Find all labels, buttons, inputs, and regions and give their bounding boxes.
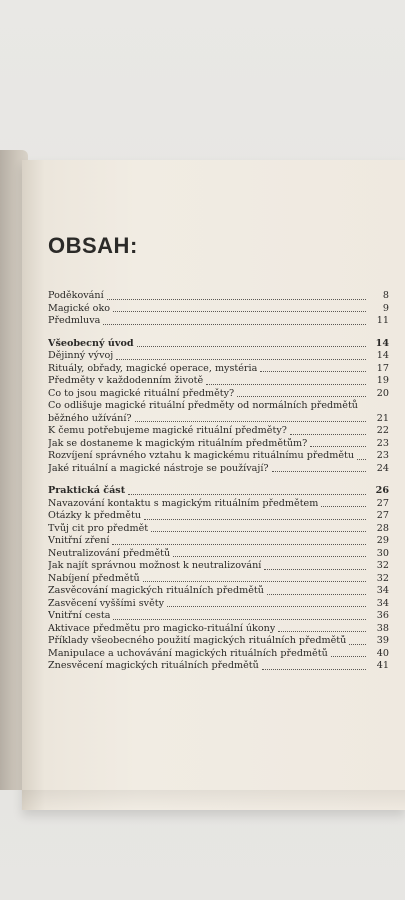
toc-entry (48, 463, 389, 476)
toc-entry (48, 560, 389, 573)
dot-leader (143, 581, 366, 582)
toc-entry (48, 350, 389, 363)
toc-entry-title: Rituály, obřady, magické operace, mystéria (48, 362, 258, 374)
dot-leader (173, 556, 366, 557)
toc-section (48, 290, 389, 328)
toc-page-number: 27 (376, 497, 389, 509)
toc-entry (48, 585, 389, 598)
toc-entry (48, 535, 389, 548)
toc-entry-title: Dějinný vývoj (48, 350, 114, 361)
toc-section-heading (48, 338, 389, 351)
dot-leader (278, 631, 366, 632)
toc-section (48, 338, 389, 476)
toc-entry (48, 425, 389, 438)
toc-entry (48, 498, 389, 511)
toc-entry (48, 450, 389, 463)
toc-entry-title: Předměty v každodenním životě (48, 375, 204, 386)
toc-entry (48, 573, 389, 586)
toc-entry (48, 363, 389, 376)
dot-leader (237, 396, 366, 397)
toc-entry-title: Jak najít správnou možnost k neutralizování (48, 560, 262, 571)
toc-page-number: 40 (376, 647, 389, 659)
toc-entry (48, 610, 389, 623)
toc-entry-title: Neutralizování předmětů (48, 547, 171, 559)
toc-entry-title: Zasvěcování magických rituálních předmětů (48, 585, 264, 596)
toc-entry-title: Manipulace a uchovávání magických rituálních předmětů (48, 647, 328, 659)
dot-leader (116, 359, 366, 360)
toc-entry-title: Všeobecný úvod (48, 337, 134, 349)
dot-leader (113, 619, 366, 620)
toc-entry-title: Rozvíjení správného vztahu k magickému rituálnímu předmětu (48, 450, 355, 461)
toc-entry (48, 375, 389, 388)
toc-page-number: 11 (376, 315, 389, 326)
toc-entry-title: Vnitřní cesta (48, 610, 111, 621)
toc-entry-continuation (48, 413, 389, 426)
toc-page-number: 19 (376, 375, 389, 386)
dot-leader (137, 346, 366, 347)
toc-page-number: 14 (375, 337, 389, 349)
dot-leader (331, 656, 366, 657)
toc-entry (48, 510, 389, 523)
dot-leader (321, 506, 366, 507)
toc-page-number: 27 (376, 510, 389, 521)
dot-leader (151, 531, 366, 532)
toc-page-number: 29 (376, 535, 389, 546)
toc-section-heading (48, 485, 389, 498)
toc-entry (48, 660, 389, 673)
page-title: OBSAH: (48, 233, 138, 258)
page-edge-shadow (22, 790, 405, 810)
dot-leader (107, 299, 366, 300)
toc-entry-title: Tvůj cit pro předmět (48, 522, 149, 534)
toc-page-number: 22 (376, 425, 389, 436)
toc-page-number: 23 (376, 450, 389, 461)
dot-leader (113, 311, 366, 312)
toc-page-number: 14 (376, 350, 389, 361)
dot-leader (290, 434, 366, 435)
toc-entry (48, 400, 389, 425)
toc-entry-title: Co odlišuje magické rituální předměty od normálních předmětů (48, 400, 358, 411)
dot-leader (167, 606, 366, 607)
toc-page-number: 24 (376, 462, 389, 474)
toc-page-number: 26 (375, 485, 389, 496)
dot-leader (349, 644, 366, 645)
toc-entry-title: Praktická část (48, 485, 126, 496)
toc-entry (48, 438, 389, 451)
dot-leader (103, 324, 366, 325)
dot-leader (264, 569, 366, 570)
toc-entry (48, 290, 389, 303)
toc-entry-title: Znesvěcení magických rituálních předmětů (48, 660, 259, 671)
toc-entry (48, 648, 389, 661)
toc-page-number: 20 (376, 387, 389, 399)
toc-entry (48, 523, 389, 536)
toc-page-number: 23 (376, 437, 389, 449)
dot-leader (357, 459, 366, 460)
toc-page-number: 17 (376, 362, 389, 374)
toc-page-number: 21 (376, 412, 389, 424)
toc-section (48, 485, 389, 673)
toc-page-number: 34 (376, 585, 389, 596)
toc-entry-title: Co to jsou magické rituální předměty? (48, 387, 235, 399)
toc-entry (48, 303, 389, 316)
toc-entry-title-continued: běžného užívání? (48, 412, 132, 424)
toc-entry-title: Poděkování (48, 290, 104, 301)
dot-leader (135, 421, 366, 422)
toc-entry-title: Předmluva (48, 315, 101, 326)
toc-page-number: 34 (376, 597, 389, 609)
toc-entry-title: Zasvěcení vyššími světy (48, 597, 165, 609)
dot-leader (310, 446, 366, 447)
toc-entry-title: Navazování kontaktu s magickým rituálním předmětem (48, 497, 319, 509)
toc-page-number: 41 (376, 660, 389, 671)
dot-leader (128, 494, 366, 495)
toc-entry (48, 315, 389, 328)
table-of-contents (48, 290, 389, 673)
toc-page-number: 32 (376, 560, 389, 571)
dot-leader (206, 384, 366, 385)
toc-page-number: 9 (382, 302, 389, 314)
toc-entry-title: K čemu potřebujeme magické rituální předměty? (48, 425, 287, 436)
dot-leader (260, 371, 366, 372)
toc-page-number: 32 (376, 572, 389, 584)
dot-leader (272, 471, 366, 472)
toc-entry (48, 388, 389, 401)
toc-entry-title: Otázky k předmětu (48, 510, 141, 521)
dot-leader (144, 519, 366, 520)
toc-page-number: 39 (376, 635, 389, 646)
toc-entry-title: Magické oko (48, 302, 111, 314)
toc-entry (48, 635, 389, 648)
dot-leader (262, 669, 366, 670)
dot-leader (112, 544, 366, 545)
toc-page-number: 28 (376, 522, 389, 534)
toc-page-number: 36 (376, 610, 389, 621)
toc-entry (48, 623, 389, 636)
toc-page-number: 30 (376, 547, 389, 559)
toc-page-number: 38 (376, 622, 389, 634)
toc-entry-title: Jak se dostaneme k magickým rituálním předmětům? (48, 437, 308, 449)
toc-entry-title: Nabíjení předmětů (48, 572, 140, 584)
toc-entry-title: Jaké rituální a magické nástroje se používají? (48, 462, 269, 474)
toc-page-number: 8 (382, 290, 389, 301)
toc-entry-title: Aktivace předmětu pro magicko-rituální úkony (48, 622, 276, 634)
dot-leader (267, 594, 366, 595)
toc-entry-title: Příklady všeobecného použití magických rituálních předmětů (48, 635, 347, 646)
toc-entry (48, 598, 389, 611)
toc-entry (48, 548, 389, 561)
toc-entry-title: Vnitřní zření (48, 535, 110, 546)
